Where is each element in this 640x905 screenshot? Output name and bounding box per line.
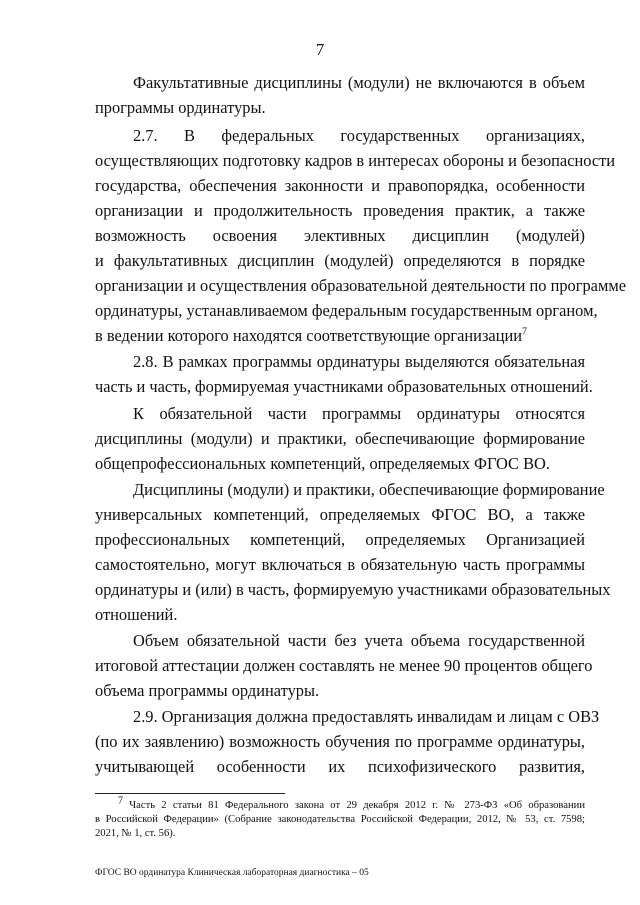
page-footer: ФГОС ВО ординатура Клиническая лабораторная диагностика – 05: [95, 868, 369, 878]
text-line: ординатуры и (или) в часть, формируемую участниками образовательных: [95, 580, 611, 599]
text-line: 2.7. В федеральных государственных организациях,: [133, 126, 585, 145]
text-line: осуществляющих подготовку кадров в интересах обороны и безопасности: [95, 151, 616, 170]
text-line: [95, 326, 585, 346]
text-line: программы ординатуры.: [95, 98, 266, 117]
text-line: возможность освоения элективных дисциплин (модулей): [95, 226, 585, 245]
text-line: дисциплины (модули) и практики, обеспечивающие формирование: [95, 429, 585, 448]
text-line: учитывающей особенности их психофизического развития,: [95, 757, 585, 776]
text-line: государства, обеспечения законности и правопорядка, особенности: [95, 176, 585, 195]
text-line: часть и часть, формируемая участниками образовательных отношений.: [95, 377, 593, 396]
footnote-line: 2021, № 1, ст. 56).: [95, 828, 176, 839]
text-line: (по их заявлению) возможность обучения по программе ординатуры,: [95, 732, 585, 751]
text-line: ординатуры, устанавливаемом федеральным государственным органом,: [95, 301, 598, 320]
text-line: Объем обязательной части без учета объема государственной: [133, 631, 585, 650]
text-line: итоговой аттестации должен составлять не менее 90 процентов общего: [95, 656, 593, 675]
text-line: общепрофессиональных компетенций, определяемых ФГОС ВО.: [95, 454, 550, 473]
text-line: универсальных компетенций, определяемых ФГОС ВО, а также: [95, 505, 585, 524]
text-line: 2.8. В рамках программы ординатуры выделяются обязательная: [133, 352, 585, 371]
text-line: Факультативные дисциплины (модули) не включаются в объем: [133, 73, 585, 92]
page-number: 7: [315, 40, 325, 59]
text-line: организации и продолжительность проведения практик, а также: [95, 201, 585, 220]
footnote-reference: 7: [522, 326, 528, 338]
footnote-line: в Российской Федерации» (Собрание законодательства Российской Федерации, 2012, № 53, ст. 7598;: [95, 814, 585, 825]
text-line: самостоятельно, могут включаться в обязательную часть программы: [95, 555, 585, 574]
text-line: организации и осуществления образовательной деятельности по программе: [95, 276, 626, 295]
text-line: профессиональных компетенций, определяемых Организацией: [95, 530, 585, 549]
text-line: Дисциплины (модули) и практики, обеспечивающие формирование: [133, 480, 605, 499]
text-line: и факультативных дисциплин (модулей) определяются в порядке: [95, 251, 585, 270]
footnote-line: $^7$ Часть 2 статьи 81 Федерального закона от 29 декабря 2012 г. № 273-ФЗ «Об образовании: [118, 795, 585, 811]
text-line: 2.9. Организация должна предоставлять инвалидам и лицам с ОВЗ: [133, 707, 600, 726]
footnote-divider: [95, 793, 285, 794]
footnote-marker: 7: [118, 795, 123, 807]
text-line: объема программы ординатуры.: [95, 681, 320, 700]
text-line: К обязательной части программы ординатуры относятся: [133, 404, 585, 423]
text-line-content: в ведении которого находятся соответствующие организации: [95, 326, 523, 345]
text-line: отношений.: [95, 605, 178, 624]
